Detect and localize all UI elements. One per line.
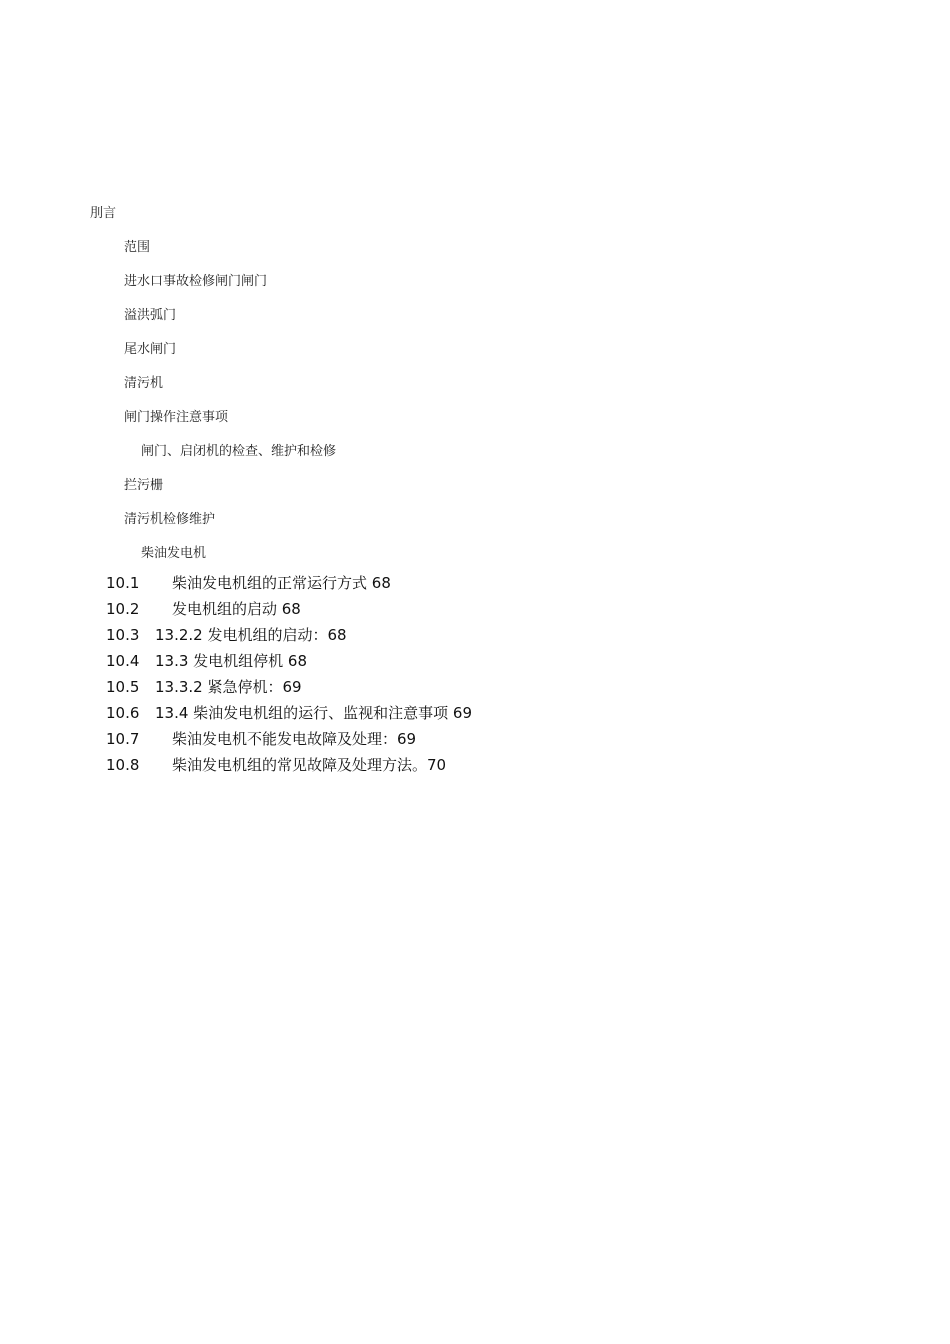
toc-subitem-title: 13.2.2 发电机组的启动：68 [155,626,347,644]
toc-subitem-number: 10.4 [106,652,140,670]
toc-item-cleaner-maintenance: 清污机检修维护 [124,512,216,527]
toc-item-diesel-generator: 柴油发电机 [141,546,207,561]
toc-subitem-number: 10.5 [106,678,140,696]
toc-subitem-number: 10.1 [106,574,140,592]
toc-subitem-number: 10.3 [106,626,140,644]
toc-item-scope: 范围 [124,240,151,255]
toc-subitem-title: 13.4 柴油发电机组的运行、监视和注意事项 69 [155,704,473,722]
toc-item-gate-hoist-maintenance: 闸门、启闭机的检查、维护和检修 [141,444,337,459]
toc-subitem-number: 10.6 [106,704,140,722]
toc-subitem-title: 13.3 发电机组停机 68 [155,652,308,670]
toc-item-spillway-radial-gate: 溢洪弧门 [124,308,177,323]
toc-subitem-number: 10.7 [106,730,140,748]
toc-subitem-number: 10.8 [106,756,140,774]
toc-item-tailwater-gate: 尾水闸门 [124,342,177,357]
toc-subitem-title: 发电机组的启动 68 [172,600,301,618]
toc-subitem-title: 柴油发电机组的正常运行方式 68 [172,574,391,592]
toc-item-intake-gate: 进水口事故检修闸门闸门 [124,274,268,289]
toc-preface: 刖言 [90,206,117,221]
toc-item-gate-operation-notes: 闸门操作注意事项 [124,410,229,425]
toc-subitem-title: 13.3.2 紧急停机：69 [155,678,302,696]
toc-subitem-number: 10.2 [106,600,140,618]
toc-item-trash-rack: 拦污栅 [124,478,164,493]
toc-subitem-title: 柴油发电机不能发电故障及处理：69 [172,730,417,748]
toc-subitem-title: 柴油发电机组的常见故障及处理方法。70 [172,756,447,774]
toc-item-trash-cleaner: 清污机 [124,376,164,391]
